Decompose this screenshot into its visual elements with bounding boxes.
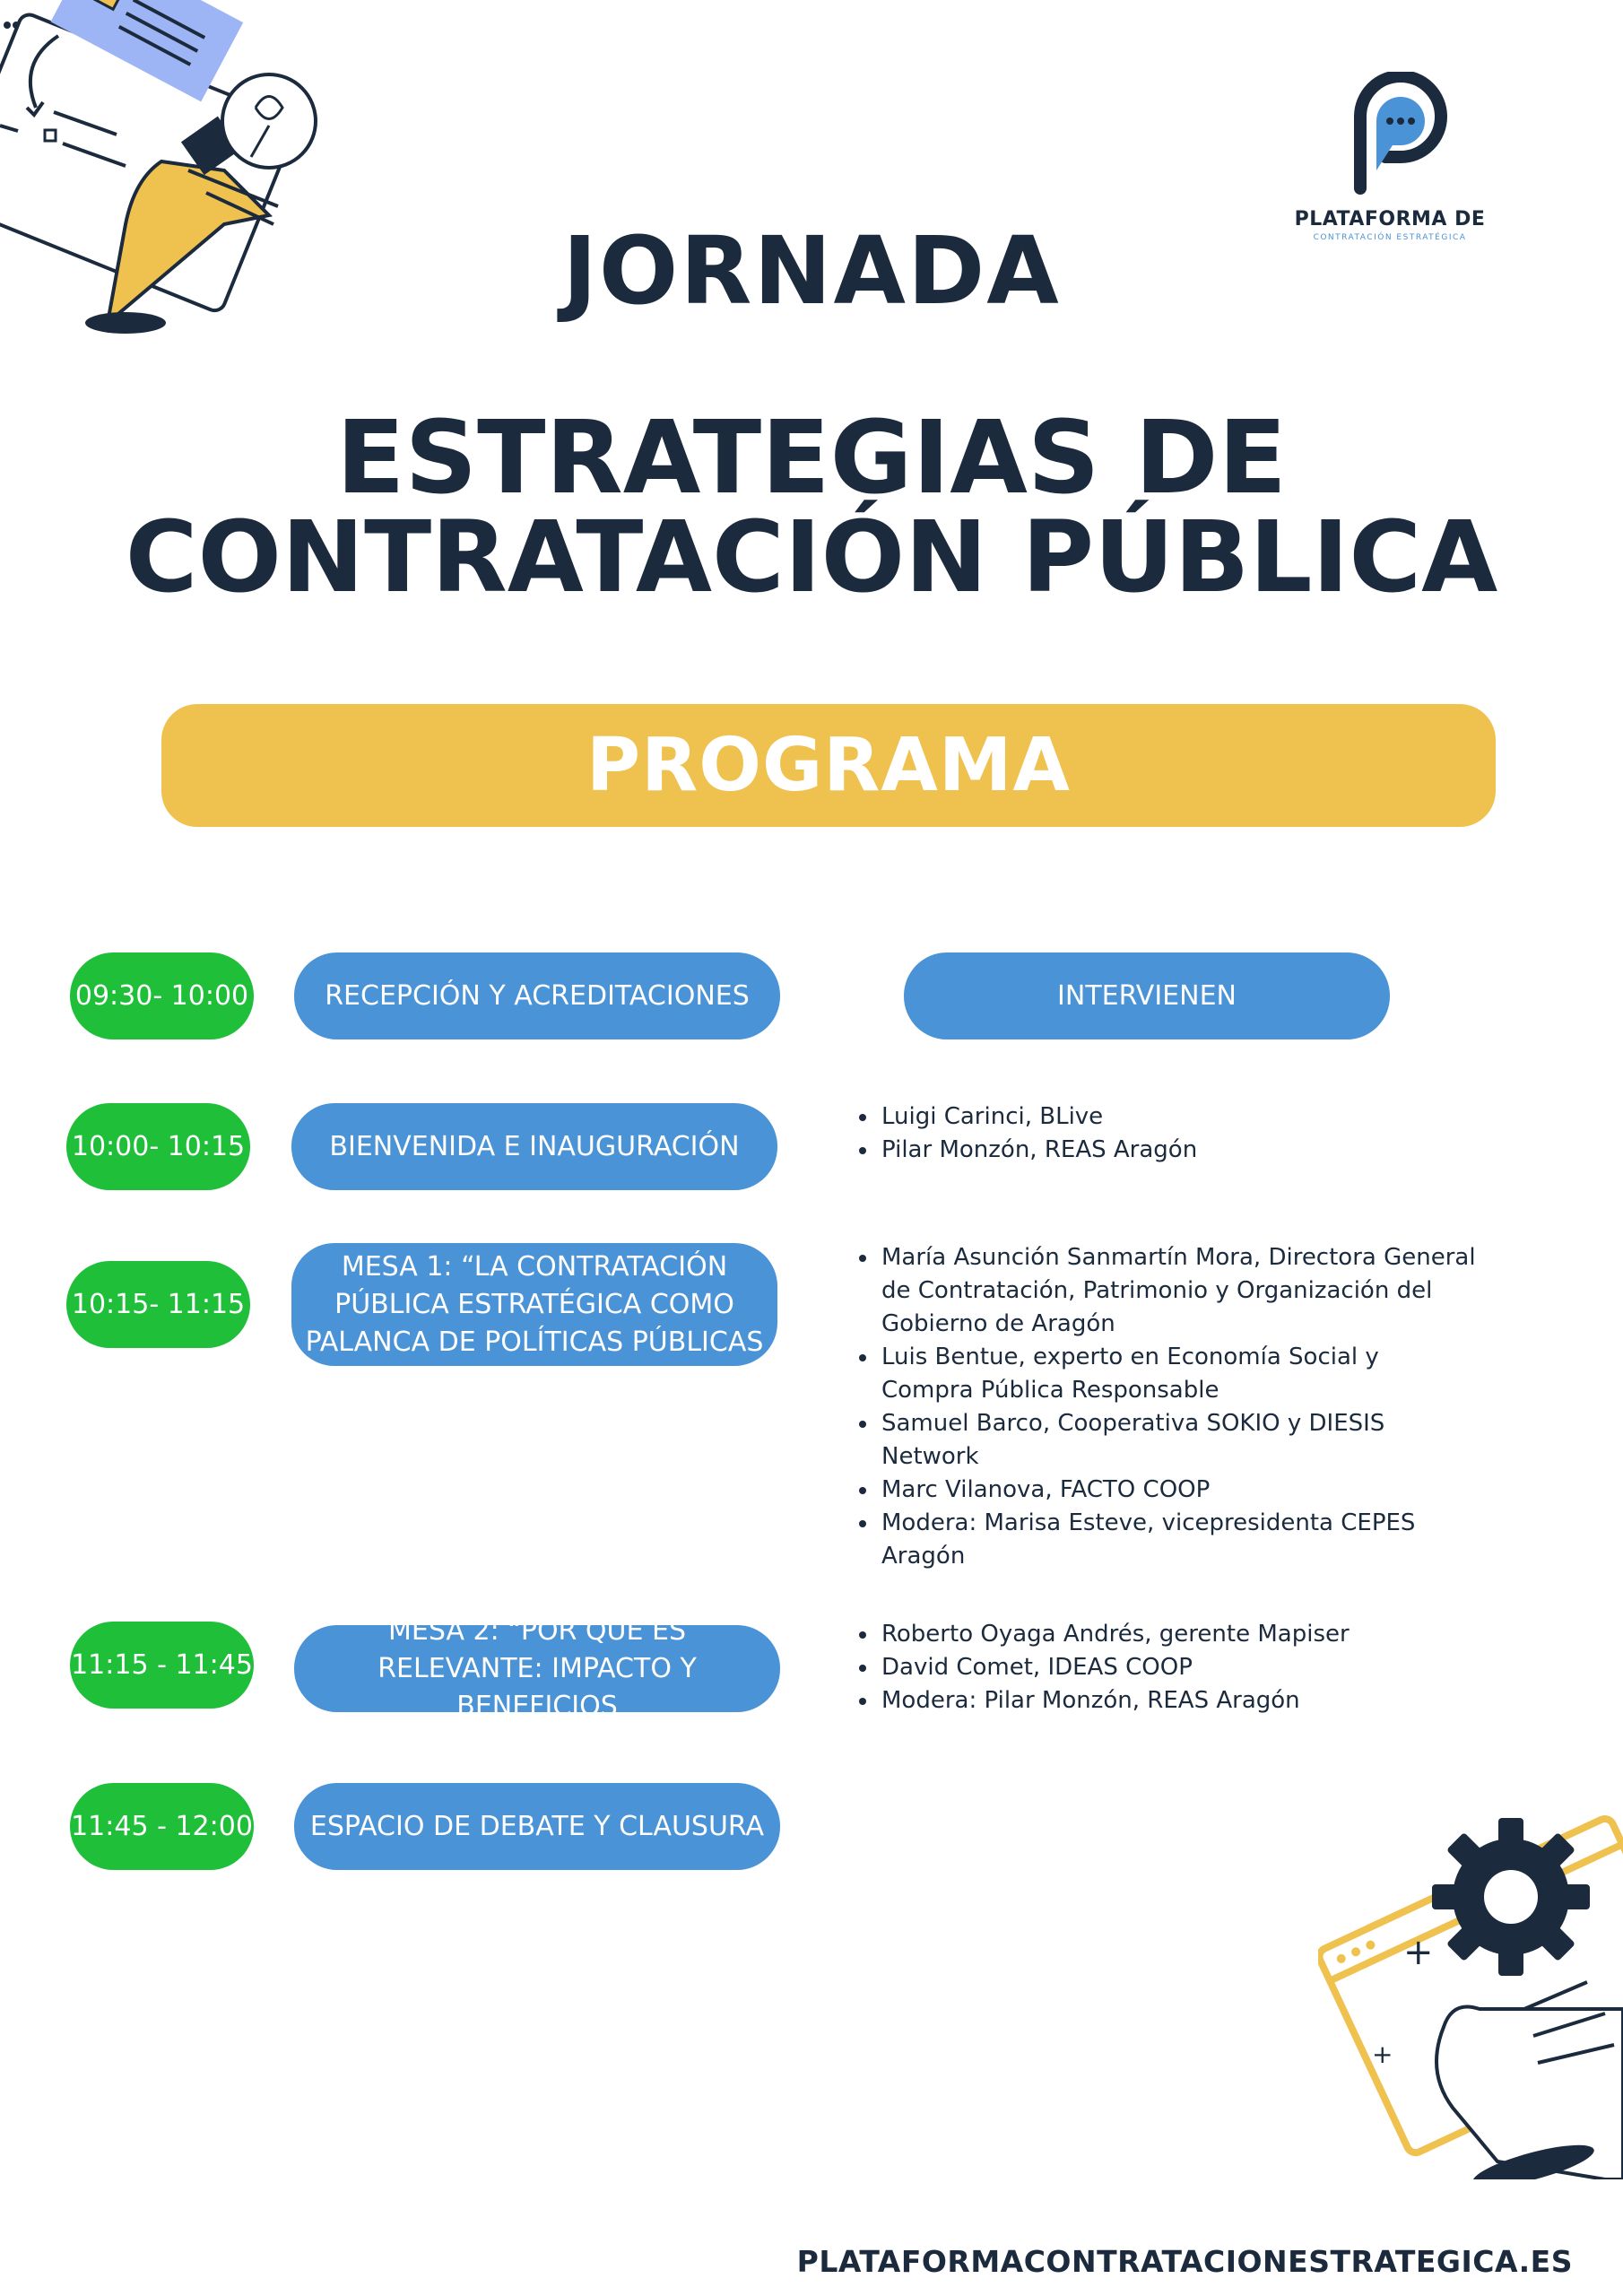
- intervienen-header: INTERVIENEN: [904, 952, 1390, 1039]
- website-link[interactable]: PLATAFORMACONTRATACIONESTRATEGICA.ES: [796, 2244, 1573, 2279]
- speaker-item: David Comet, IDEAS COOP: [857, 1651, 1485, 1684]
- schedule-activity: BIENVENIDA E INAUGURACIÓN: [291, 1103, 777, 1190]
- logo-subtitle: CONTRATACIÓN ESTRATÉGICA: [1313, 233, 1467, 242]
- speaker-item: Luigi Carinci, BLive: [857, 1100, 1485, 1134]
- speaker-item: Samuel Barco, Cooperativa SOKIO y DIESIS Network: [857, 1407, 1476, 1474]
- chat-p-logo-icon: [1341, 72, 1448, 197]
- schedule-time: 10:15- 11:15: [66, 1261, 250, 1348]
- schedule-activity: MESA 2: “POR QUÉ ES RELEVANTE: IMPACTO Y BENEFICIOS: [294, 1625, 780, 1712]
- schedule-time: 11:15 - 11:45: [70, 1622, 254, 1709]
- schedule-activity: RECEPCIÓN Y ACREDITACIONES: [294, 952, 780, 1039]
- speaker-item: Modera: Marisa Esteve, vicepresidenta CEPES Aragón: [857, 1507, 1476, 1573]
- speaker-item: Luis Bentue, experto en Economía Social y Compra Pública Responsable: [857, 1341, 1476, 1407]
- schedule-time: 10:00- 10:15: [66, 1103, 250, 1190]
- programa-banner: [161, 704, 1496, 827]
- speaker-item: Pilar Monzón, REAS Aragón: [857, 1134, 1485, 1167]
- main-title-line1: ESTRATEGIAS DE: [335, 400, 1288, 517]
- speaker-item: Marc Vilanova, FACTO COOP: [857, 1474, 1476, 1507]
- kicker-title: JORNADA: [562, 216, 1061, 326]
- programa-banner-label: PROGRAMA: [586, 723, 1071, 808]
- speaker-list-bienvenida: [857, 1100, 1485, 1167]
- gear-hand-illustration: [1318, 1713, 1623, 2179]
- speaker-item: María Asunción Sanmartín Mora, Directora General de Contratación, Patrimonio y Organización del Gobierno de Aragón: [857, 1241, 1476, 1341]
- speaker-list-mesa2: [857, 1618, 1485, 1718]
- speaker-item: Modera: Pilar Monzón, REAS Aragón: [857, 1684, 1485, 1718]
- schedule-activity: MESA 1: “LA CONTRATACIÓN PÚBLICA ESTRATÉGICA COMO PALANCA DE POLÍTICAS PÚBLICAS: [291, 1243, 777, 1366]
- svg-text:+: +: [1403, 1932, 1434, 1973]
- schedule-activity: ESPACIO DE DEBATE Y CLAUSURA: [294, 1783, 780, 1870]
- main-title-line2: CONTRATACIÓN PÚBLICA: [125, 500, 1498, 614]
- logo-name: PLATAFORMA DE: [1294, 208, 1486, 230]
- speaker-item: Roberto Oyaga Andrés, gerente Mapiser: [857, 1618, 1485, 1651]
- svg-text:+: +: [1372, 2039, 1393, 2069]
- schedule-time: 09:30- 10:00: [70, 952, 254, 1039]
- schedule-time: 11:45 - 12:00: [70, 1783, 254, 1870]
- speaker-list-mesa1: [857, 1241, 1476, 1573]
